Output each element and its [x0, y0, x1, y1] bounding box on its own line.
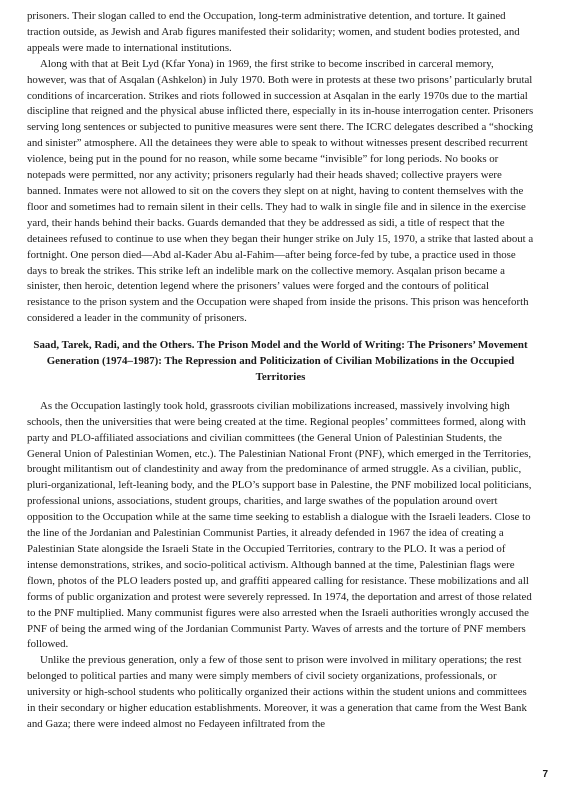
paragraph-continuation: prisoners. Their slogan called to end the Occupation, long-term administrative detention, and torture. It gained traction outside, as Jewish and Arab figures manifested their solidarity; women, and student bodies protested, and appeals were made to international institutions. [27, 10, 520, 54]
paragraph-previous-generation: Unlike the previous generation, only a few of those sent to prison were involved in military operations; the rest belonged to political parties and many were simply members of civil society organizations, professionals, or university or high-school students who politically organized their actions within the student unions and committees in their secondary or higher education establishments. Moreover, it was a generation that came from the West Bank and Gaza; there were indeed almost no Fedayeen infiltrated from the [27, 654, 527, 730]
page-number: 7 [542, 769, 548, 780]
paragraph-civilian-mobilizations: As the Occupation lastingly took hold, grassroots civilian mobilizations increased, massively involving high schools, then the universities that were being created at the time. Regional peoples’ committees formed, along with party and PLO-affiliated associations and civilian committees (the General Union of Palestinian Students, the General Union of Palestinian Women, etc.). The Palestinian National Front (PNF), which emerged in the Territories, brought militantism out of clandestinity and away from the predominance of armed struggle. As a civilian, public, pluri-organizational, left-leaning body, and the PLO’s support base in Palestine, the PNF mobilized local politicians, professional unions, associations, student groups, charities, and large swathes of the population around overt opposition to the Occupation while at the same time seeking to establish a dialogue with the Israeli leaders. Close to the line of the Jordanian and Palestinian Communist Parties, it already defended in 1967 the idea of creating a Palestinian State alongside the Israeli State in the Occupied Territories, contrary to the PLO. It was a period of intense demonstrations, strikes, and socio-political activism. Although banned at the time, Palestinian flags were flown, photos of the PLO leaders posted up, and graffiti appeared calling for resistance. These mobilizations and all forms of public organization and protest were severely repressed. In 1974, the deportation and arrest of those related to the PNF multiplied. Many communist figures were also arrested when the Israeli authorities wrongly accused the PNF of being the armed wing of the Jordanian Communist Party. Waves of arrests and the torture of PNF members followed. [27, 399, 532, 651]
paragraph-asqalan-strike: Along with that at Beit Lyd (Kfar Yona) in 1969, the first strike to become inscribed in carceral memory, however, was that of Asqalan (Ashkelon) in July 1970. Both were in protests at these two prisons’ particularly brutal conditions of incarceration. Strikes and riots followed in succession at Asqalan in the early 1970s due to the martial discipline that reigned and the physical abuse inflicted there, especially in its in-house interrogation center. Prisoners serving long sentences or subjected to punitive measures were sent there. The ICRC delegates described a “shocking and sinister” atmosphere. All the detainees they were able to speak to without witnesses present described recurrent violence, being put in the pound for no reason, while some became “invisible” for long periods. No books or notepads were permitted, nor any activity; prisoners regularly had their heads shaved; collective prayers were banned. Inmates were not allowed to sit on the covers they slept on at night, having to content themselves with the floor and sometimes had to remain silent in their cells. They had to walk in single file and in silence in the exercise yard, their hands behind their backs. Guards demanded that they be addressed as sidi, a title of respect that the detainees refused to continue to use when they began their hunger strike on July 15, 1970, a strike that lasted about a fortnight. One person died—Abd al-Kader Abu al-Fahim—after being force-fed by tube, a practice used in those days to break the strikes. This strike left an indelible mark on the collective memory. Asqalan prison became a sinister, then heroic, detention legend where the prisoners’ values were forged and the contours of political resistance to the prison system and the Occupation were shaped from inside the prisons. This prison was henceforth considered a leader in the community of prisoners. [27, 57, 534, 325]
section-heading: Saad, Tarek, Radi, and the Others. The Prison Model and the World of Writing: The Prisoners’ Movement Generation (1974–1987): The Repression and Politicization of Civilian Mobilizations in the Occupied Territories [33, 339, 528, 383]
document-page [27, 9, 534, 733]
